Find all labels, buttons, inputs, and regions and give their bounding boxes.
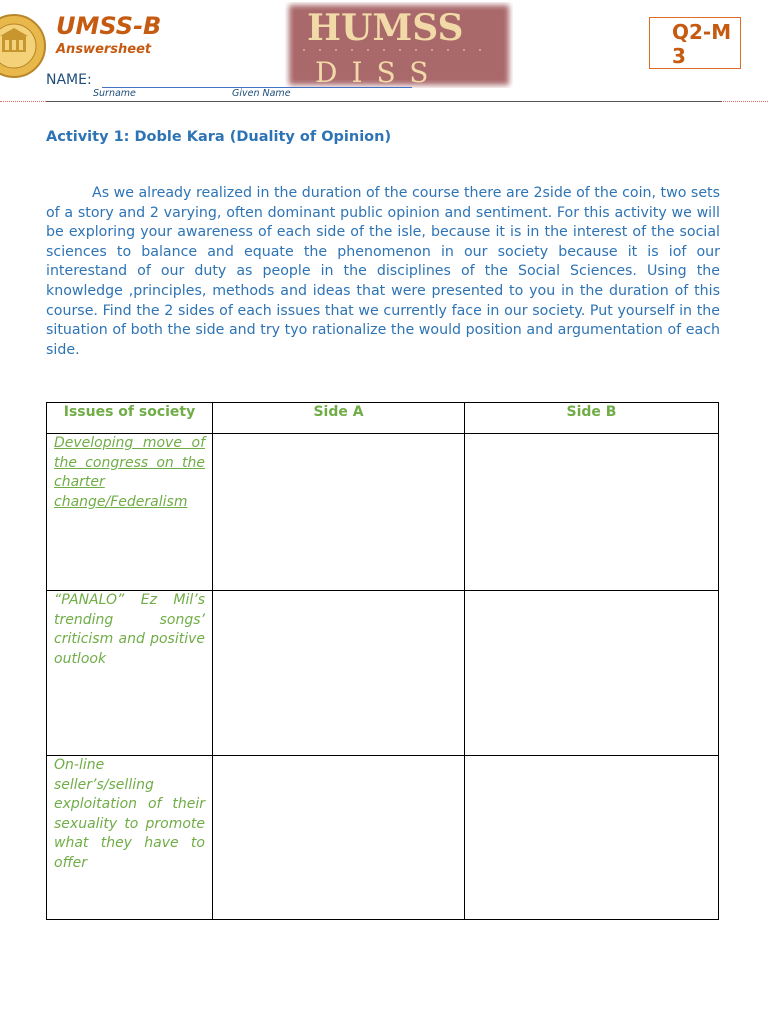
name-label: NAME: [46,72,92,88]
table-row [47,434,719,591]
table-header-row [47,403,719,434]
issue-cell: On-line seller’s/selling exploitation of their sexuality to promote what they have to offer [47,756,213,920]
side-a-cell[interactable] [213,591,465,756]
school-seal [0,4,52,88]
activity-title: Activity 1: Doble Kara (Duality of Opinion) [46,129,392,145]
quarter-module-code: Q2-M 3 [649,17,741,69]
table-row [47,591,719,756]
answersheet-label: Answersheet [56,42,152,57]
svg-text:DISS: DISS [315,56,443,88]
issue-cell: “PANALO” Ez Mil’s trending songs’ criticism and positive outlook [47,591,213,756]
side-a-cell[interactable] [213,756,465,920]
header-issues-of-society: Issues of society [47,403,213,434]
activity-instructions: As we already realized in the duration of the course there are 2side of the coin, two sets of a story and 2 varying, often dominant public opinion and sentiment. For this activity we will be exploring your awareness of each side of the isle, because it is in the interest of the social sciences to balance and equate the phenomenon in our society because it is iof our interestand of our duty as people in the disciplines of the Social Sciences. Using the knowledge ,principles, methods and ideas that were presented to you in the duration of this course. Find the 2 sides of each issues that we currently face in our society. Put yourself in the situation of both the side and try tyo rationalize the would position and argumentation of each side. [46,185,720,358]
header-side-a: Side A [213,403,465,434]
side-b-cell[interactable] [465,756,719,920]
humss-diss-logo [285,2,513,88]
issue-cell: Developing move of the congress on the charter change/Federalism [47,434,213,591]
table-row [47,756,719,920]
side-a-cell[interactable] [213,434,465,591]
side-b-cell[interactable] [465,434,719,591]
header-divider [46,101,722,102]
surname-label: Surname [93,88,136,99]
svg-text:HUMSS: HUMSS [307,7,464,49]
issues-table [46,402,719,920]
header-side-b: Side B [465,403,719,434]
given-name-label: Given Name [232,88,291,99]
side-b-cell[interactable] [465,591,719,756]
school-program-title: UMSS-B [56,12,162,40]
